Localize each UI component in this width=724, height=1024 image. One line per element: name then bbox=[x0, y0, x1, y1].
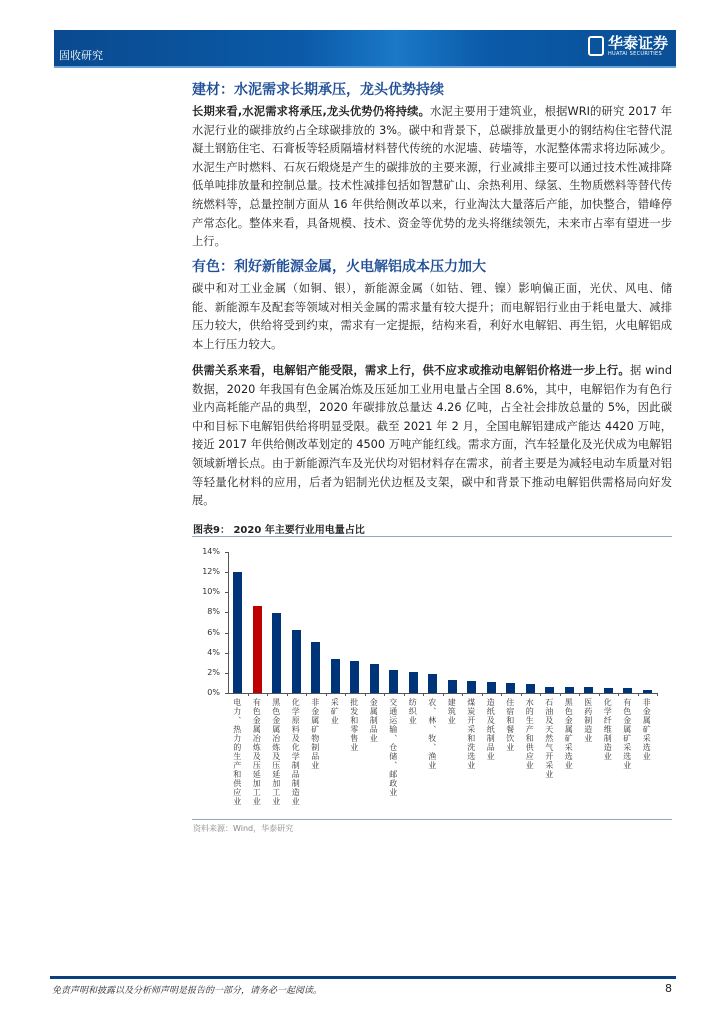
bar bbox=[370, 664, 379, 693]
bar bbox=[272, 613, 281, 693]
x-tick bbox=[540, 693, 541, 696]
section-heading-nonferrous: 有色：利好新能源金属，火电解铝成本压力加大 bbox=[192, 259, 486, 275]
footer-disclaimer: 免责声明和披露以及分析师声明是报告的一部分，请务必一起阅读。 bbox=[52, 986, 323, 996]
x-tick bbox=[462, 693, 463, 696]
bar bbox=[623, 688, 632, 693]
figure-source: 资料来源：Wind，华泰研究 bbox=[193, 824, 294, 833]
paragraph-body: 水泥主要用于建筑业，根据WRI的研究 2017 年水泥行业的碳排放约占全球碳排放的 3%。碳中和背景下，总碳排放量更小的钢结构住宅替代混凝土钢筋住宅、石膏板等轻质隔墙材料替代传统的水泥墙、砖墙等，水泥整体需求将边际减少。水泥生产时燃料、石灰石煅烧是产生的碳排放的主要来源，行业减排主要可以通过技术性减排降低单吨排放量和控制总量。技术性减排包括如智慧矿山、余热利用、绿氢、生物质燃料等替代传统燃料等，总量控制方面从 16 年供给侧改革以来，行业淘汰大量落后产能，加快整合，错峰停产常态化。整体来看，具备规模、技术、资金等优势的龙头将继续领先，未来市占率有望进一步上行。 bbox=[192, 105, 672, 249]
y-tick-label: 6% bbox=[207, 627, 220, 637]
x-tick bbox=[443, 693, 444, 696]
x-category-label: 黑色金属冶炼及压延加工业 bbox=[271, 698, 281, 806]
bar bbox=[331, 659, 340, 693]
lead-sentence: 长期来看,水泥需求将承压,龙头优势仍将持续。 bbox=[192, 105, 431, 118]
bar bbox=[448, 680, 457, 693]
bar bbox=[389, 670, 398, 693]
paragraph-building-materials bbox=[192, 103, 672, 252]
bar bbox=[545, 687, 554, 693]
x-category-label: 农、林、牧、渔业 bbox=[427, 698, 437, 770]
x-category-label: 金属制品业 bbox=[369, 698, 379, 743]
divider bbox=[192, 819, 672, 820]
figure-title: 图表9： 2020 年主要行业用电量占比 bbox=[193, 525, 365, 536]
bar bbox=[467, 681, 476, 693]
x-tick bbox=[287, 693, 288, 696]
y-tick-label: 0% bbox=[207, 688, 220, 697]
x-tick bbox=[599, 693, 600, 696]
x-category-label: 采矿业 bbox=[330, 698, 340, 725]
y-tick-label: 10% bbox=[202, 587, 220, 597]
footer-rule bbox=[50, 976, 676, 979]
x-category-label: 非金属矿物制品业 bbox=[310, 698, 320, 770]
x-category-label: 有色金属矿采选业 bbox=[622, 698, 632, 770]
logo-mark-icon bbox=[588, 36, 604, 56]
bar bbox=[428, 674, 437, 693]
x-tick bbox=[248, 693, 249, 696]
x-tick bbox=[638, 693, 639, 696]
y-tick-label: 8% bbox=[207, 607, 220, 617]
page-number: 8 bbox=[665, 982, 672, 995]
x-category-label: 水的生产和供应业 bbox=[525, 698, 535, 770]
x-category-label: 非金属矿采选业 bbox=[642, 698, 652, 761]
section-heading-building-materials: 建材：水泥需求长期承压，龙头优势持续 bbox=[192, 82, 444, 98]
x-tick bbox=[326, 693, 327, 696]
y-tick-label: 2% bbox=[207, 667, 220, 677]
x-tick bbox=[618, 693, 619, 696]
x-category-label: 化学原料及化学制品制造业 bbox=[291, 698, 301, 806]
bar bbox=[350, 661, 359, 693]
bar bbox=[292, 630, 301, 693]
x-tick bbox=[657, 693, 658, 696]
bar bbox=[506, 683, 515, 693]
x-tick bbox=[306, 693, 307, 696]
logo-subtext: HUATAI SECURITIES bbox=[607, 51, 662, 57]
x-category-label: 纺织业 bbox=[408, 698, 418, 725]
x-tick bbox=[365, 693, 366, 696]
y-axis bbox=[228, 552, 229, 693]
paragraph-nonferrous: 碳中和对工业金属（如铜、银），新能源金属（如钴、锂、镍）影响偏正面，光伏、风电、储能、新能源车及配套等领域对相关金属的需求量有较大提升；而电解铝行业由于耗电量大、减排压力较大，供给将受到约束，需求有一定提振，结构来看，利好水电解铝、再生铝，火电解铝成本上行压力较大。 bbox=[192, 282, 672, 351]
huatai-logo bbox=[588, 35, 668, 57]
section-label: 固收研究 bbox=[59, 49, 103, 62]
logo-text: 华泰证券 bbox=[607, 34, 668, 52]
x-tick bbox=[501, 693, 502, 696]
bar bbox=[233, 572, 242, 693]
y-tick-label: 14% bbox=[202, 547, 220, 556]
x-category-label: 化学纤维制造业 bbox=[603, 698, 613, 761]
y-tick-label: 12% bbox=[202, 567, 220, 577]
x-category-label: 造纸及纸制品业 bbox=[486, 698, 496, 761]
x-tick bbox=[579, 693, 580, 696]
x-category-label: 煤炭开采和洗选业 bbox=[466, 698, 476, 770]
y-tick-label: 4% bbox=[207, 647, 220, 657]
x-category-label: 石油及天然气开采业 bbox=[544, 698, 554, 779]
bar bbox=[487, 682, 496, 693]
x-category-label: 建筑业 bbox=[447, 698, 457, 725]
x-category-label: 交通运输、仓储、邮政业 bbox=[388, 698, 398, 797]
x-tick bbox=[384, 693, 385, 696]
x-tick bbox=[482, 693, 483, 696]
x-category-label: 黑色金属矿采选业 bbox=[564, 698, 574, 770]
paragraph-body: 据 wind 数据，2020 年我国有色金属冶炼及压延加工业用电量占全国 8.6%，其中，电解铝作为有色行业内高耗能产品的典型，2020 年碳排放总量达 4.26 亿吨，占全社会排放总量的 5%，因此碳中和目标下电解铝供给将明显受限。截至 2021 年 2 月，全国电解铝建成产能达 4420 万吨，接近 2017 年供给侧改革划定的 4500 万吨产能红线。需求方面，汽车轻量化及光伏成为电解铝领域新增长点。由于新能源汽车及光伏均对铝材料存在需求，前者主要是为减轻电动车质量对铝等轻量化材料的应用，后者为铝制光伏边框及支架，碳中和背景下推动电解铝供需格局向好发展。 bbox=[192, 364, 672, 508]
x-category-label: 电力、热力的生产和供应业 bbox=[232, 698, 242, 806]
x-tick bbox=[267, 693, 268, 696]
x-tick bbox=[521, 693, 522, 696]
bar-chart bbox=[192, 540, 672, 830]
bar bbox=[604, 688, 613, 693]
x-category-label: 住宿和餐饮业 bbox=[505, 698, 515, 752]
x-tick bbox=[560, 693, 561, 696]
bar bbox=[584, 687, 593, 693]
bar bbox=[565, 687, 574, 693]
x-tick bbox=[423, 693, 424, 696]
bar bbox=[311, 642, 320, 693]
lead-sentence: 供需关系来看，电解铝产能受限，需求上行，供不应求或推动电解铝价格进一步上行。 bbox=[192, 364, 630, 377]
x-category-label: 有色金属冶炼及压延加工业 bbox=[252, 698, 262, 806]
paragraph-aluminum bbox=[192, 362, 672, 511]
bar bbox=[409, 672, 418, 693]
x-category-label: 医药制造业 bbox=[583, 698, 593, 743]
divider bbox=[192, 536, 672, 537]
bar bbox=[526, 684, 535, 693]
x-category-label: 批发和零售业 bbox=[349, 698, 359, 752]
x-tick bbox=[404, 693, 405, 696]
page-header bbox=[54, 30, 676, 68]
x-tick bbox=[345, 693, 346, 696]
bar bbox=[253, 606, 262, 693]
bar bbox=[643, 690, 652, 693]
